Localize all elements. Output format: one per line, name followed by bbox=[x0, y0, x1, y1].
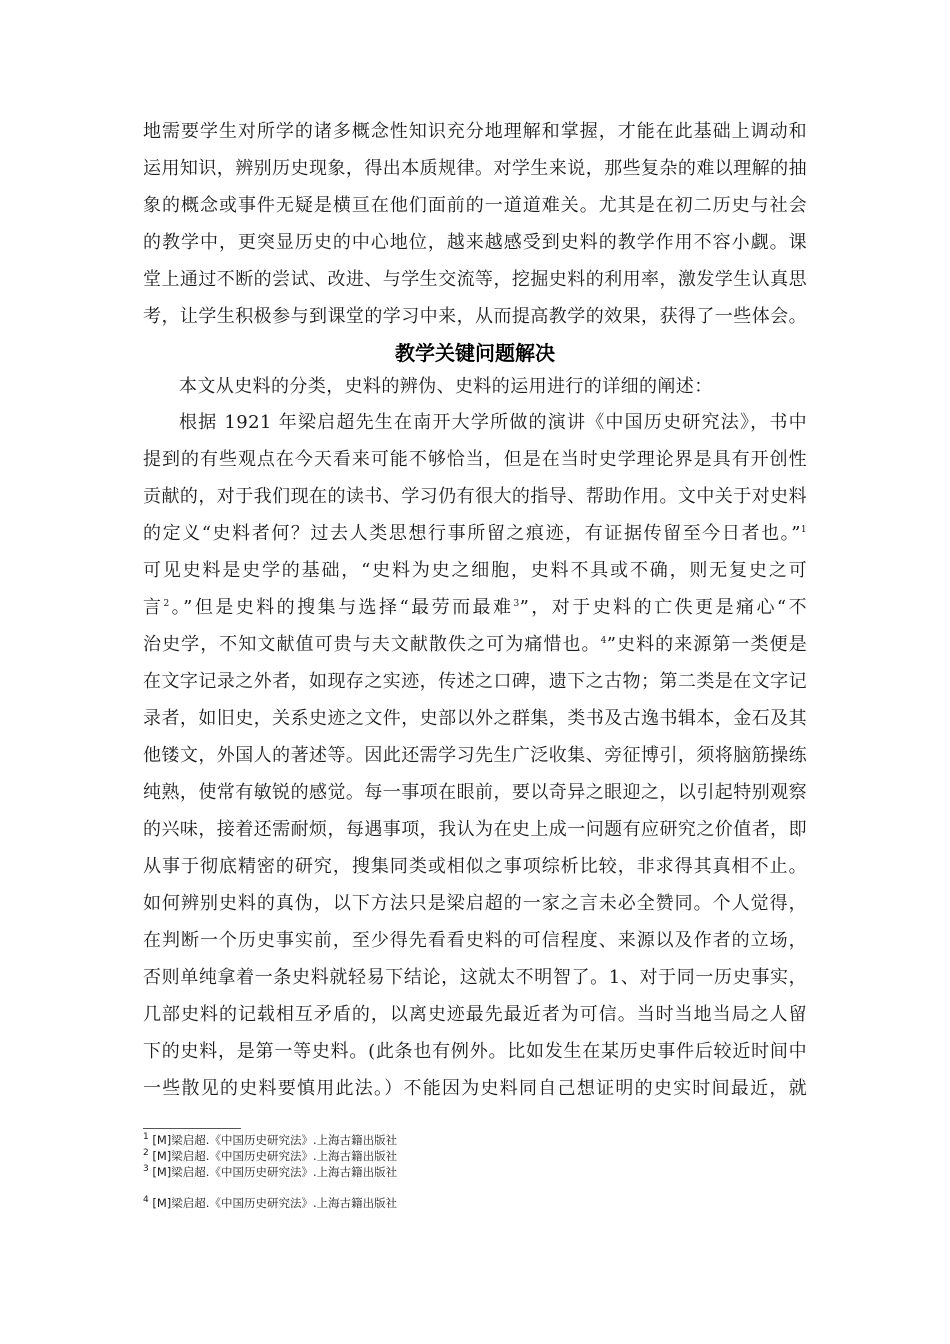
body-line: 地需要学生对所学的诸多概念性知识充分地理解和掌握，才能在此基础上调动和 bbox=[143, 121, 807, 142]
body-line: 堂上通过不断的尝试、改进、与学生交流等，挖掘史料的利用率，激发学生认真思 bbox=[143, 269, 807, 290]
body-line: 的教学中，更突显历史的中心地位，越来越感受到史料的教学作用不容小觑。课 bbox=[143, 232, 807, 253]
body-line: 考，让学生积极参与到课堂的学习中来，从而提高教学的效果，获得了一些体会。 bbox=[143, 306, 807, 327]
body-text: ”史料的来源第一类便是 bbox=[606, 634, 807, 655]
footnote-text: [M]梁启超.《中国历史研究法》.上海古籍出版社 bbox=[152, 1149, 398, 1163]
body-line-with-ref bbox=[143, 596, 807, 620]
footnote bbox=[143, 1196, 397, 1210]
footnote-ref: 1 bbox=[800, 525, 807, 535]
body-line-with-ref bbox=[143, 633, 807, 657]
footnote-ref: 3 bbox=[513, 599, 520, 609]
body-line: 象的概念或事件无疑是横亘在他们面前的一道道难关。尤其是在初二历史与社会 bbox=[143, 195, 807, 216]
body-line: 如何辨别史料的真伪，以下方法只是梁启超的一家之言未必全赞同。个人觉得， bbox=[143, 893, 807, 914]
footnote bbox=[143, 1165, 397, 1179]
body-line: 从事于彻底精密的研究，搜集同类或相似之事项综析比较，非求得其真相不止。 bbox=[143, 856, 807, 877]
body-line: 在文字记录之外者，如现存之实迹，传述之口碑，遗下之古物；第二类是在文字记 bbox=[143, 671, 807, 692]
body-line: 纯熟，使常有敏锐的感觉。每一事项在眼前，要以奇异之眼迎之，以引起特别观察 bbox=[143, 782, 807, 803]
body-text: 治史学，不知文献值可贵与夫文献散佚之可为痛惜也。 bbox=[143, 634, 601, 655]
body-text: 的定义“史料者何？过去人类思想行事所留之痕迹，有证据传留至今日者也。” bbox=[143, 523, 801, 544]
body-line: 运用知识，辨别历史现象，得出本质规律。对学生来说，那些复杂的难以理解的抽 bbox=[143, 158, 807, 179]
footnote-divider bbox=[143, 1128, 241, 1129]
intro-line: 本文从史料的分类，史料的辨伪、史料的运用进行的详细的阐述： bbox=[179, 376, 713, 397]
footnote-number: 3 bbox=[143, 1164, 149, 1175]
footnote-text: [M]梁启超.《中国历史研究法》.上海古籍出版社 bbox=[152, 1196, 398, 1210]
footnote-ref: 2 bbox=[163, 599, 170, 609]
body-text: ”，对于史料的亡佚更是痛心“不 bbox=[519, 597, 807, 618]
body-line: 可见史料是史学的基础，“史料为史之细胞，史料不具或不确，则无复史之可 bbox=[143, 560, 807, 581]
body-line: 否则单纯拿着一条史料就轻易下结论，这就太不明智了。1、对于同一历史事实， bbox=[143, 967, 807, 988]
footnote-text: [M]梁启超.《中国历史研究法》.上海古籍出版社 bbox=[152, 1165, 398, 1179]
body-line: 他镂文，外国人的著述等。因此还需学习先生广泛收集、旁征博引，须将脑筋操练 bbox=[143, 745, 807, 766]
footnote-number: 4 bbox=[143, 1195, 149, 1206]
body-line: 贡献的，对于我们现在的读书、学习仍有很大的指导、帮助作用。文中关于对史料 bbox=[143, 486, 807, 507]
body-line: 一些散见的史料要慎用此法。）不能因为史料同自己想证明的史实时间最近，就 bbox=[143, 1078, 807, 1099]
body-line: 的兴味，接着还需耐烦，每遇事项，我认为在史上成一问题有应研究之价值者，即 bbox=[143, 819, 807, 840]
body-line: 录者，如旧史，关系史迹之文件，史部以外之群集，类书及古逸书辑本，金石及其 bbox=[143, 708, 807, 729]
body-line: 提到的有些观点在今天看来可能不够恰当，但是在当时史学理论界是具有开创性 bbox=[143, 449, 807, 470]
section-heading: 教学关键问题解决 bbox=[395, 341, 555, 365]
footnote-ref: 4 bbox=[600, 636, 607, 646]
body-line: 根据 1921 年梁启超先生在南开大学所做的演讲《中国历史研究法》，书中 bbox=[179, 412, 807, 433]
footnote bbox=[143, 1149, 397, 1163]
body-line: 几部史料的记载相互矛盾的，以离史迹最先最近者为可信。当时当地当局之人留 bbox=[143, 1004, 807, 1025]
footnote bbox=[143, 1133, 397, 1147]
footnote-text: [M]梁启超.《中国历史研究法》.上海古籍出版社 bbox=[152, 1133, 398, 1147]
body-line-with-ref bbox=[143, 522, 807, 546]
body-text: 。”但是史料的搜集与选择“最劳而最难 bbox=[169, 597, 514, 618]
body-line: 下的史料，是第一等史料。(此条也有例外。比如发生在某历史事件后较近时间中 bbox=[143, 1041, 807, 1062]
body-text: 言 bbox=[143, 597, 164, 618]
body-line: 在判断一个历史事实前，至少得先看看史料的可信程度、来源以及作者的立场， bbox=[143, 930, 807, 951]
footnote-number: 1 bbox=[143, 1132, 149, 1143]
footnote-number: 2 bbox=[143, 1148, 149, 1159]
